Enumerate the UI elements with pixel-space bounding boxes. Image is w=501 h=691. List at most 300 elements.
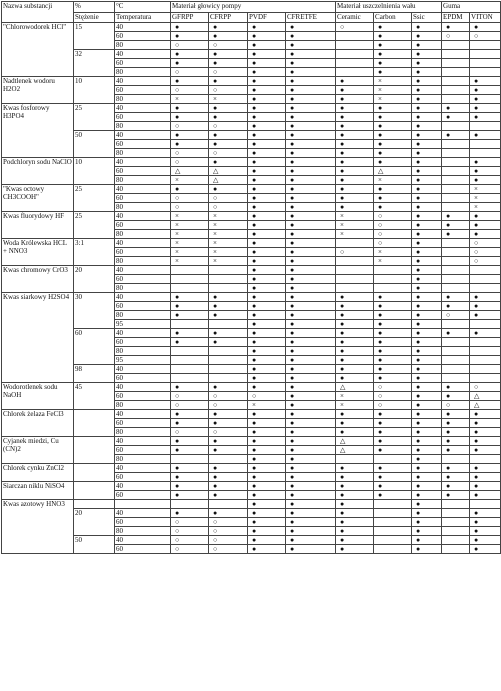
resistance-rating-cell xyxy=(442,194,470,203)
temperature-cell: 80 xyxy=(115,347,171,356)
resistance-rating-cell xyxy=(470,500,501,509)
substance-name: Siarczan niklu NiSO4 xyxy=(2,482,74,500)
resistance-rating-cell: ○ xyxy=(171,203,209,212)
resistance-rating-cell: ● xyxy=(412,203,442,212)
resistance-rating-cell: ○ xyxy=(171,68,209,77)
resistance-rating-cell: ● xyxy=(412,464,442,473)
concentration-cell xyxy=(74,437,115,464)
resistance-rating-cell: ● xyxy=(442,302,470,311)
resistance-rating-cell: ● xyxy=(248,284,286,293)
temperature-cell: 95 xyxy=(115,320,171,329)
resistance-rating-cell: × xyxy=(171,257,209,266)
resistance-rating-cell: × xyxy=(336,221,374,230)
resistance-rating-cell: ● xyxy=(442,464,470,473)
resistance-rating-cell: ● xyxy=(374,41,412,50)
concentration-cell: 60 xyxy=(74,329,115,365)
resistance-rating-cell: ● xyxy=(470,545,501,554)
resistance-rating-cell xyxy=(374,266,412,275)
resistance-rating-cell: ● xyxy=(374,131,412,140)
resistance-rating-cell: ○ xyxy=(209,392,248,401)
concentration-cell: 98 xyxy=(74,365,115,383)
substance-name: "Kwas octowy CH3COOH" xyxy=(2,185,74,212)
resistance-rating-cell: ○ xyxy=(336,248,374,257)
resistance-rating-cell: ● xyxy=(374,446,412,455)
resistance-rating-cell xyxy=(442,86,470,95)
table-row xyxy=(2,185,501,194)
resistance-rating-cell: ● xyxy=(412,302,442,311)
resistance-rating-cell xyxy=(442,338,470,347)
resistance-rating-cell: ● xyxy=(412,86,442,95)
resistance-rating-cell: ○ xyxy=(470,239,501,248)
resistance-rating-cell: ● xyxy=(336,545,374,554)
resistance-rating-cell: ● xyxy=(248,41,286,50)
resistance-rating-cell: ● xyxy=(336,302,374,311)
resistance-rating-cell: ● xyxy=(171,140,209,149)
resistance-rating-cell: ● xyxy=(286,32,336,41)
resistance-rating-cell xyxy=(442,320,470,329)
resistance-rating-cell: ● xyxy=(374,428,412,437)
resistance-rating-cell: ● xyxy=(470,536,501,545)
resistance-rating-cell: ● xyxy=(374,104,412,113)
resistance-rating-cell: ● xyxy=(412,374,442,383)
resistance-rating-cell: ● xyxy=(442,491,470,500)
header-material: CFRPP xyxy=(209,13,248,23)
resistance-rating-cell: ● xyxy=(209,437,248,446)
resistance-rating-cell xyxy=(470,347,501,356)
resistance-rating-cell: ● xyxy=(336,320,374,329)
substance-name: Podchloryn sodu NaClO xyxy=(2,158,74,185)
resistance-rating-cell: × xyxy=(171,212,209,221)
resistance-rating-cell xyxy=(374,284,412,293)
resistance-rating-cell: ● xyxy=(248,203,286,212)
resistance-rating-cell: ● xyxy=(248,266,286,275)
concentration-cell: 25 xyxy=(74,185,115,212)
temperature-cell: 95 xyxy=(115,356,171,365)
resistance-rating-cell xyxy=(442,356,470,365)
resistance-rating-cell: △ xyxy=(336,383,374,392)
resistance-rating-cell: ● xyxy=(248,383,286,392)
resistance-rating-cell: ● xyxy=(171,113,209,122)
resistance-rating-cell: ● xyxy=(470,428,501,437)
resistance-rating-cell: ● xyxy=(248,140,286,149)
resistance-rating-cell: ● xyxy=(286,428,336,437)
resistance-rating-cell: ● xyxy=(336,509,374,518)
substance-name: Kwas fosforowy H3PO4 xyxy=(2,104,74,158)
resistance-rating-cell: ● xyxy=(442,392,470,401)
resistance-rating-cell: ● xyxy=(374,113,412,122)
temperature-cell: 80 xyxy=(115,527,171,536)
resistance-rating-cell: ● xyxy=(412,212,442,221)
resistance-rating-cell: ● xyxy=(286,212,336,221)
resistance-rating-cell: ● xyxy=(412,257,442,266)
temperature-cell: 60 xyxy=(115,194,171,203)
resistance-rating-cell: ● xyxy=(412,122,442,131)
resistance-rating-cell: ● xyxy=(286,113,336,122)
concentration-cell: 30 xyxy=(74,293,115,329)
temperature-cell: 40 xyxy=(115,104,171,113)
resistance-rating-cell: ○ xyxy=(209,203,248,212)
resistance-rating-cell xyxy=(442,149,470,158)
resistance-rating-cell: ● xyxy=(248,527,286,536)
table-row xyxy=(2,365,501,374)
resistance-rating-cell: ● xyxy=(171,473,209,482)
resistance-rating-cell: ● xyxy=(336,176,374,185)
resistance-rating-cell: ● xyxy=(374,59,412,68)
resistance-rating-cell: ● xyxy=(412,275,442,284)
resistance-rating-cell: ● xyxy=(412,518,442,527)
resistance-rating-cell: ● xyxy=(412,50,442,59)
resistance-rating-cell: ● xyxy=(412,140,442,149)
resistance-rating-cell xyxy=(442,176,470,185)
resistance-rating-cell: ● xyxy=(286,221,336,230)
resistance-rating-cell: ● xyxy=(374,320,412,329)
resistance-rating-cell: ● xyxy=(209,59,248,68)
resistance-rating-cell: ● xyxy=(412,536,442,545)
concentration-cell: 20 xyxy=(74,509,115,536)
resistance-rating-cell xyxy=(442,239,470,248)
table-row xyxy=(2,158,501,167)
resistance-rating-cell: ● xyxy=(470,509,501,518)
table-row xyxy=(2,23,501,32)
temperature-cell: 60 xyxy=(115,221,171,230)
resistance-rating-cell: ● xyxy=(374,329,412,338)
resistance-rating-cell: ● xyxy=(412,221,442,230)
resistance-rating-cell: ● xyxy=(248,491,286,500)
resistance-rating-cell: ● xyxy=(248,86,286,95)
resistance-rating-cell: ● xyxy=(442,293,470,302)
table-row xyxy=(2,77,501,86)
resistance-rating-cell: ● xyxy=(171,131,209,140)
table-row xyxy=(2,482,501,491)
table-row xyxy=(2,239,501,248)
concentration-cell: 45 xyxy=(74,383,115,410)
resistance-rating-cell: × xyxy=(209,239,248,248)
resistance-rating-cell: ● xyxy=(248,509,286,518)
resistance-rating-cell: ○ xyxy=(209,428,248,437)
resistance-rating-cell: ● xyxy=(442,410,470,419)
resistance-rating-cell: ● xyxy=(248,446,286,455)
resistance-rating-cell: ● xyxy=(336,500,374,509)
concentration-cell xyxy=(74,500,115,509)
resistance-rating-cell xyxy=(374,518,412,527)
resistance-rating-cell: ● xyxy=(336,203,374,212)
concentration-cell: 25 xyxy=(74,104,115,131)
table-row xyxy=(2,212,501,221)
temperature-cell: 80 xyxy=(115,149,171,158)
concentration-cell xyxy=(74,410,115,437)
resistance-rating-cell: ● xyxy=(442,419,470,428)
resistance-rating-cell xyxy=(470,122,501,131)
temperature-cell: 60 xyxy=(115,338,171,347)
resistance-rating-cell: ● xyxy=(209,32,248,41)
resistance-rating-cell: ● xyxy=(248,473,286,482)
resistance-rating-cell: ● xyxy=(286,509,336,518)
resistance-rating-cell: ● xyxy=(286,239,336,248)
temperature-cell: 80 xyxy=(115,257,171,266)
resistance-rating-cell: ● xyxy=(248,464,286,473)
resistance-rating-cell: ○ xyxy=(209,536,248,545)
resistance-rating-cell: ● xyxy=(470,473,501,482)
resistance-rating-cell: ● xyxy=(412,23,442,32)
resistance-rating-cell: ● xyxy=(412,392,442,401)
resistance-rating-cell: ● xyxy=(286,59,336,68)
resistance-rating-cell: ● xyxy=(171,437,209,446)
resistance-rating-cell: ● xyxy=(412,113,442,122)
resistance-rating-cell: ● xyxy=(209,50,248,59)
resistance-rating-cell: ● xyxy=(374,338,412,347)
resistance-rating-cell: △ xyxy=(470,392,501,401)
resistance-rating-cell: ● xyxy=(442,482,470,491)
resistance-rating-cell: ● xyxy=(412,428,442,437)
resistance-rating-cell: ● xyxy=(248,482,286,491)
resistance-rating-cell: ● xyxy=(374,185,412,194)
resistance-rating-cell: ● xyxy=(336,293,374,302)
concentration-cell: 3:1 xyxy=(74,239,115,266)
temperature-cell: 60 xyxy=(115,446,171,455)
resistance-rating-cell xyxy=(442,248,470,257)
resistance-rating-cell: ● xyxy=(336,104,374,113)
resistance-rating-cell: ● xyxy=(412,365,442,374)
concentration-cell: 10 xyxy=(74,158,115,185)
temperature-cell: 40 xyxy=(115,239,171,248)
temperature-cell: 60 xyxy=(115,419,171,428)
resistance-rating-cell: × xyxy=(209,95,248,104)
resistance-rating-cell: ● xyxy=(286,527,336,536)
resistance-rating-cell: ● xyxy=(442,221,470,230)
temperature-cell: 40 xyxy=(115,383,171,392)
substance-name: Cyjanek miedzi, Cu (CN)2 xyxy=(2,437,74,464)
resistance-rating-cell: ● xyxy=(248,239,286,248)
resistance-rating-cell xyxy=(470,50,501,59)
concentration-cell: 20 xyxy=(74,266,115,293)
resistance-rating-cell: × xyxy=(209,221,248,230)
resistance-rating-cell: ● xyxy=(412,311,442,320)
resistance-rating-cell: ● xyxy=(336,329,374,338)
resistance-rating-cell: ● xyxy=(248,77,286,86)
resistance-rating-cell: ● xyxy=(374,302,412,311)
resistance-rating-cell: ● xyxy=(248,437,286,446)
resistance-rating-cell xyxy=(470,68,501,77)
resistance-rating-cell: ● xyxy=(470,527,501,536)
resistance-rating-cell: ● xyxy=(286,383,336,392)
substance-name: Nadtlenek wodoru H2O2 xyxy=(2,77,74,104)
resistance-rating-cell: ● xyxy=(209,473,248,482)
resistance-rating-cell: ● xyxy=(442,428,470,437)
resistance-rating-cell xyxy=(209,455,248,464)
resistance-rating-cell: ● xyxy=(412,500,442,509)
resistance-rating-cell: ● xyxy=(286,311,336,320)
resistance-rating-cell: ○ xyxy=(209,518,248,527)
resistance-rating-cell xyxy=(442,203,470,212)
resistance-rating-cell: ○ xyxy=(209,527,248,536)
resistance-rating-cell xyxy=(336,275,374,284)
resistance-rating-cell xyxy=(374,455,412,464)
resistance-rating-cell xyxy=(442,266,470,275)
resistance-rating-cell: ● xyxy=(412,482,442,491)
resistance-rating-cell: ● xyxy=(248,293,286,302)
resistance-rating-cell: ● xyxy=(412,194,442,203)
resistance-rating-cell xyxy=(470,356,501,365)
resistance-rating-cell: × xyxy=(171,248,209,257)
substance-name: "Chlorowodorek HCl" xyxy=(2,23,74,77)
resistance-rating-cell: × xyxy=(209,248,248,257)
resistance-rating-cell xyxy=(470,140,501,149)
resistance-rating-cell: ○ xyxy=(374,212,412,221)
resistance-rating-cell xyxy=(336,41,374,50)
resistance-rating-cell: ● xyxy=(171,77,209,86)
resistance-rating-cell xyxy=(442,536,470,545)
resistance-rating-cell: ● xyxy=(248,536,286,545)
table-row xyxy=(2,329,501,338)
resistance-rating-cell: ● xyxy=(248,68,286,77)
resistance-rating-cell: ● xyxy=(336,86,374,95)
table-row xyxy=(2,266,501,275)
resistance-rating-cell: ● xyxy=(412,185,442,194)
substance-name: Wodorotlenek sodu NaOH xyxy=(2,383,74,410)
temperature-cell: 40 xyxy=(115,464,171,473)
resistance-rating-cell: × xyxy=(336,212,374,221)
resistance-rating-cell xyxy=(336,266,374,275)
resistance-rating-cell: ● xyxy=(470,419,501,428)
resistance-rating-cell: ● xyxy=(248,320,286,329)
resistance-rating-cell: ● xyxy=(470,158,501,167)
substance-name: Woda Królewska HCL + NNO3 xyxy=(2,239,74,266)
resistance-rating-cell: ● xyxy=(374,32,412,41)
resistance-rating-cell: ● xyxy=(248,545,286,554)
resistance-rating-cell xyxy=(209,356,248,365)
resistance-rating-cell xyxy=(470,275,501,284)
resistance-rating-cell xyxy=(171,356,209,365)
resistance-rating-cell xyxy=(442,50,470,59)
resistance-rating-cell xyxy=(470,320,501,329)
resistance-rating-cell: ● xyxy=(286,176,336,185)
resistance-rating-cell xyxy=(442,41,470,50)
resistance-rating-cell xyxy=(336,32,374,41)
resistance-rating-cell: ● xyxy=(286,374,336,383)
resistance-rating-cell xyxy=(336,284,374,293)
resistance-rating-cell: ○ xyxy=(209,41,248,50)
substance-name: Kwas fluorydowy HF xyxy=(2,212,74,239)
resistance-rating-cell: ● xyxy=(171,446,209,455)
resistance-rating-cell: ● xyxy=(248,410,286,419)
resistance-rating-cell: ● xyxy=(412,158,442,167)
concentration-cell: 50 xyxy=(74,131,115,158)
resistance-rating-cell: ● xyxy=(286,194,336,203)
resistance-rating-cell: ● xyxy=(209,293,248,302)
resistance-rating-cell xyxy=(470,365,501,374)
resistance-rating-cell: ○ xyxy=(248,392,286,401)
resistance-rating-cell: ● xyxy=(470,176,501,185)
resistance-rating-cell: ● xyxy=(470,491,501,500)
resistance-rating-cell: ● xyxy=(209,158,248,167)
resistance-rating-cell: ● xyxy=(470,212,501,221)
resistance-rating-cell xyxy=(374,536,412,545)
header-material: Ssic xyxy=(412,13,442,23)
temperature-cell: 40 xyxy=(115,365,171,374)
resistance-rating-cell: ○ xyxy=(209,401,248,410)
resistance-rating-cell xyxy=(442,95,470,104)
resistance-rating-cell: ○ xyxy=(374,221,412,230)
resistance-rating-cell: ● xyxy=(171,23,209,32)
resistance-rating-cell: ● xyxy=(412,320,442,329)
resistance-rating-cell: ● xyxy=(442,23,470,32)
resistance-rating-cell: ○ xyxy=(470,257,501,266)
table-row xyxy=(2,500,501,509)
resistance-rating-cell: ○ xyxy=(374,230,412,239)
resistance-rating-cell: ○ xyxy=(171,86,209,95)
resistance-rating-cell: ● xyxy=(209,446,248,455)
resistance-rating-cell: ● xyxy=(286,140,336,149)
resistance-rating-cell: ● xyxy=(171,50,209,59)
temperature-cell xyxy=(115,500,171,509)
resistance-rating-cell: ○ xyxy=(171,122,209,131)
resistance-rating-cell xyxy=(374,545,412,554)
temperature-cell: 60 xyxy=(115,491,171,500)
resistance-rating-cell: ○ xyxy=(209,86,248,95)
resistance-rating-cell: ● xyxy=(248,518,286,527)
substance-name: Kwas chromowy CrO3 xyxy=(2,266,74,293)
resistance-rating-cell: ● xyxy=(336,185,374,194)
resistance-rating-cell: ● xyxy=(374,464,412,473)
resistance-rating-cell: ● xyxy=(470,113,501,122)
resistance-rating-cell xyxy=(442,185,470,194)
resistance-rating-cell: ● xyxy=(209,329,248,338)
resistance-rating-cell xyxy=(171,284,209,293)
resistance-rating-cell: ○ xyxy=(209,545,248,554)
resistance-rating-cell: ● xyxy=(336,347,374,356)
resistance-rating-cell xyxy=(171,275,209,284)
header-temp-sub: Temperatura xyxy=(115,13,171,23)
resistance-rating-cell: ● xyxy=(412,401,442,410)
resistance-rating-cell: ● xyxy=(209,509,248,518)
temperature-cell: 60 xyxy=(115,32,171,41)
resistance-rating-cell: ● xyxy=(248,23,286,32)
resistance-rating-cell: ● xyxy=(248,194,286,203)
resistance-rating-cell: ● xyxy=(470,410,501,419)
concentration-cell xyxy=(74,482,115,500)
resistance-rating-cell: ● xyxy=(209,113,248,122)
resistance-rating-cell: ● xyxy=(248,185,286,194)
resistance-rating-cell: ● xyxy=(248,347,286,356)
substance-name: Chlorek żelaza FeCl3 xyxy=(2,410,74,437)
resistance-rating-cell: ● xyxy=(248,356,286,365)
resistance-rating-cell xyxy=(209,320,248,329)
resistance-rating-cell: ● xyxy=(286,401,336,410)
concentration-cell: 15 xyxy=(74,23,115,50)
resistance-rating-cell: ● xyxy=(209,302,248,311)
resistance-rating-cell: ● xyxy=(470,86,501,95)
resistance-rating-cell: ● xyxy=(374,491,412,500)
resistance-rating-cell: × xyxy=(470,185,501,194)
resistance-rating-cell: × xyxy=(209,257,248,266)
resistance-rating-cell: ● xyxy=(286,104,336,113)
resistance-rating-cell: ● xyxy=(374,68,412,77)
resistance-rating-cell xyxy=(442,374,470,383)
table-row xyxy=(2,509,501,518)
header-material: EPDM xyxy=(442,13,470,23)
temperature-cell: 40 xyxy=(115,329,171,338)
temperature-cell: 60 xyxy=(115,392,171,401)
resistance-rating-cell: ● xyxy=(374,158,412,167)
resistance-rating-cell: ● xyxy=(336,419,374,428)
temperature-cell: 40 xyxy=(115,185,171,194)
resistance-rating-cell: ● xyxy=(209,104,248,113)
resistance-rating-cell: ● xyxy=(248,212,286,221)
resistance-rating-cell xyxy=(209,347,248,356)
resistance-rating-cell xyxy=(442,140,470,149)
resistance-rating-cell: ○ xyxy=(171,428,209,437)
resistance-rating-cell: ● xyxy=(286,410,336,419)
